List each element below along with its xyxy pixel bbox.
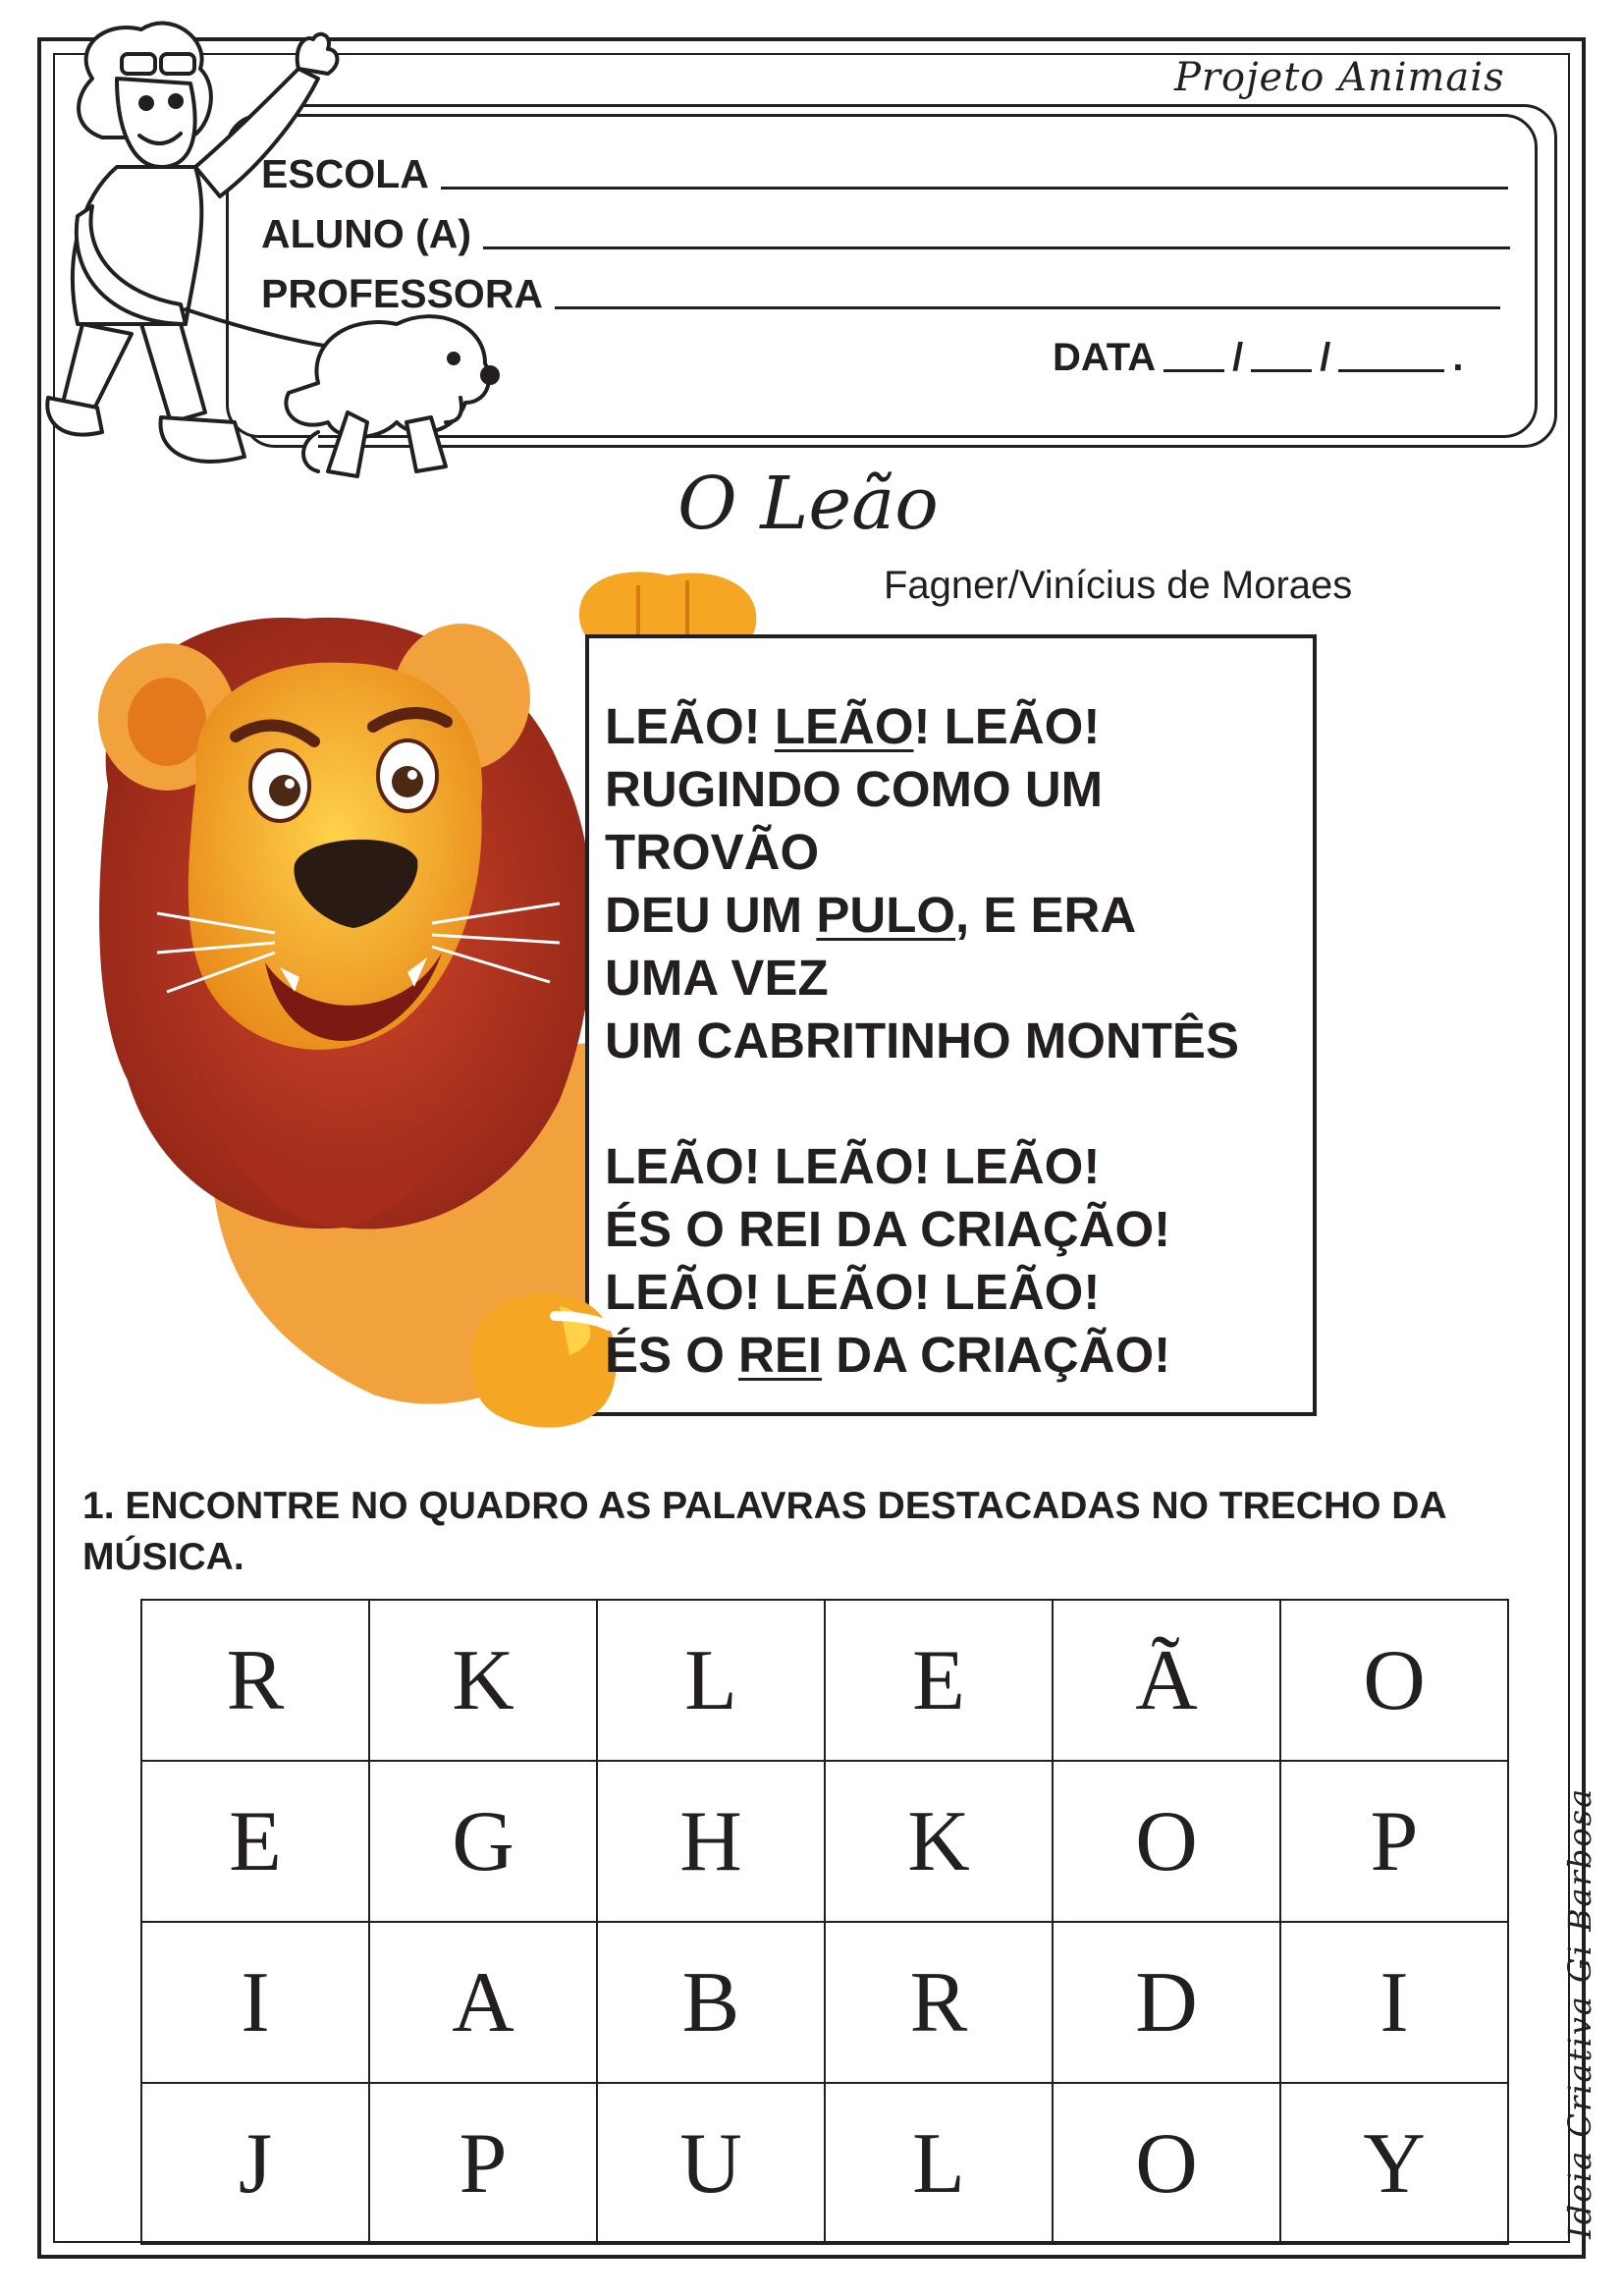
letter-grid bbox=[140, 1599, 1509, 2245]
date-month-blank[interactable] bbox=[1251, 369, 1312, 372]
song-title: O Leão bbox=[677, 462, 939, 546]
grid-cell[interactable]: U bbox=[597, 2083, 825, 2244]
lyric-line bbox=[605, 884, 1239, 947]
lyric-line bbox=[605, 1198, 1239, 1261]
teacher-walking-dog-illustration bbox=[24, 10, 534, 520]
grid-cell[interactable]: K bbox=[825, 1761, 1053, 1922]
grid-cell[interactable]: O bbox=[1053, 2083, 1280, 2244]
grid-cell[interactable]: O bbox=[1053, 1761, 1280, 1922]
grid-cell[interactable]: E bbox=[141, 1761, 369, 1922]
grid-row bbox=[141, 1922, 1508, 2083]
school-line[interactable] bbox=[441, 187, 1508, 190]
grid-row bbox=[141, 1761, 1508, 1922]
lyric-text: ÉS O REI DA CRIAÇÃO! bbox=[605, 1201, 1171, 1257]
lyric-text: , E ERA bbox=[955, 887, 1137, 943]
lyric-line bbox=[605, 1010, 1239, 1072]
grid-cell[interactable]: O bbox=[1280, 1600, 1508, 1761]
grid-cell[interactable]: Y bbox=[1280, 2083, 1508, 2244]
lyric-line bbox=[605, 1261, 1239, 1324]
date-year-blank[interactable] bbox=[1338, 369, 1444, 372]
date-period: . bbox=[1452, 336, 1464, 379]
lyric-line bbox=[605, 695, 1239, 758]
date-separator: / bbox=[1232, 336, 1244, 379]
grid-cell[interactable]: K bbox=[369, 1600, 597, 1761]
highlighted-word: PULO bbox=[816, 887, 956, 943]
lyric-text: UMA VEZ bbox=[605, 950, 829, 1006]
lyric-text: LEÃO! LEÃO! LEÃO! bbox=[605, 1138, 1101, 1194]
grid-cell[interactable]: J bbox=[141, 2083, 369, 2244]
lyric-text: TROVÃO bbox=[605, 824, 820, 880]
project-title: Projeto Animais bbox=[1174, 55, 1505, 100]
grid-cell[interactable]: D bbox=[1053, 1922, 1280, 2083]
grid-cell[interactable]: P bbox=[1280, 1761, 1508, 1922]
grid-cell[interactable]: A bbox=[369, 1922, 597, 2083]
grid-cell[interactable]: I bbox=[1280, 1922, 1508, 2083]
grid-cell[interactable]: L bbox=[825, 2083, 1053, 2244]
highlighted-word: LEÃO bbox=[774, 698, 914, 754]
lyric-text: ÉS O bbox=[605, 1327, 739, 1383]
grid-cell[interactable]: R bbox=[825, 1922, 1053, 2083]
grid-row bbox=[141, 1600, 1508, 1761]
lion-paw-bottom bbox=[452, 1277, 628, 1434]
grid-cell[interactable]: P bbox=[369, 2083, 597, 2244]
date-day-blank[interactable] bbox=[1163, 369, 1224, 372]
student-label: ALUNO (A) bbox=[261, 211, 472, 256]
author-credit: Ideia Criativa Gi Barbosa bbox=[1561, 1786, 1598, 2239]
grid-cell[interactable]: Ã bbox=[1053, 1600, 1280, 1761]
grid-row bbox=[141, 2083, 1508, 2244]
lyric-line bbox=[605, 1135, 1239, 1198]
lyric-line bbox=[605, 1324, 1239, 1387]
grid-cell[interactable]: G bbox=[369, 1761, 597, 1922]
lyric-text: UM CABRITINHO MONTÊS bbox=[605, 1012, 1239, 1068]
exercise-question: 1. ENCONTRE NO QUADRO AS PALAVRAS DESTACADAS NO TRECHO DA MÚSICA. bbox=[82, 1485, 1446, 1578]
lyric-text: DA CRIAÇÃO! bbox=[822, 1327, 1171, 1383]
lyric-line bbox=[605, 821, 1239, 884]
school-label: ESCOLA bbox=[261, 151, 429, 196]
lyric-text: RUGINDO COMO UM bbox=[605, 761, 1104, 817]
grid-cell[interactable]: L bbox=[597, 1600, 825, 1761]
lyric-text: ! LEÃO! bbox=[913, 698, 1101, 754]
date-field[interactable] bbox=[1053, 336, 1464, 380]
highlighted-word: REI bbox=[738, 1327, 823, 1383]
teacher-label: PROFESSORA bbox=[261, 271, 544, 316]
grid-cell[interactable]: I bbox=[141, 1922, 369, 2083]
grid-cell[interactable]: E bbox=[825, 1600, 1053, 1761]
lyric-line bbox=[605, 1072, 1239, 1135]
lyric-line bbox=[605, 758, 1239, 821]
song-lyrics bbox=[605, 695, 1239, 1387]
lyric-text: DEU UM bbox=[605, 887, 817, 943]
date-separator: / bbox=[1320, 336, 1331, 379]
grid-cell[interactable]: H bbox=[597, 1761, 825, 1922]
grid-cell[interactable]: B bbox=[597, 1922, 825, 2083]
lyric-text: LEÃO! bbox=[605, 698, 775, 754]
lyric-line bbox=[605, 947, 1239, 1010]
song-author: Fagner/Vinícius de Moraes bbox=[884, 564, 1353, 607]
grid-cell[interactable]: R bbox=[141, 1600, 369, 1761]
date-label: DATA bbox=[1053, 336, 1157, 379]
teacher-line[interactable] bbox=[555, 306, 1500, 309]
lyric-text: LEÃO! LEÃO! LEÃO! bbox=[605, 1264, 1101, 1320]
student-line[interactable] bbox=[483, 246, 1510, 249]
